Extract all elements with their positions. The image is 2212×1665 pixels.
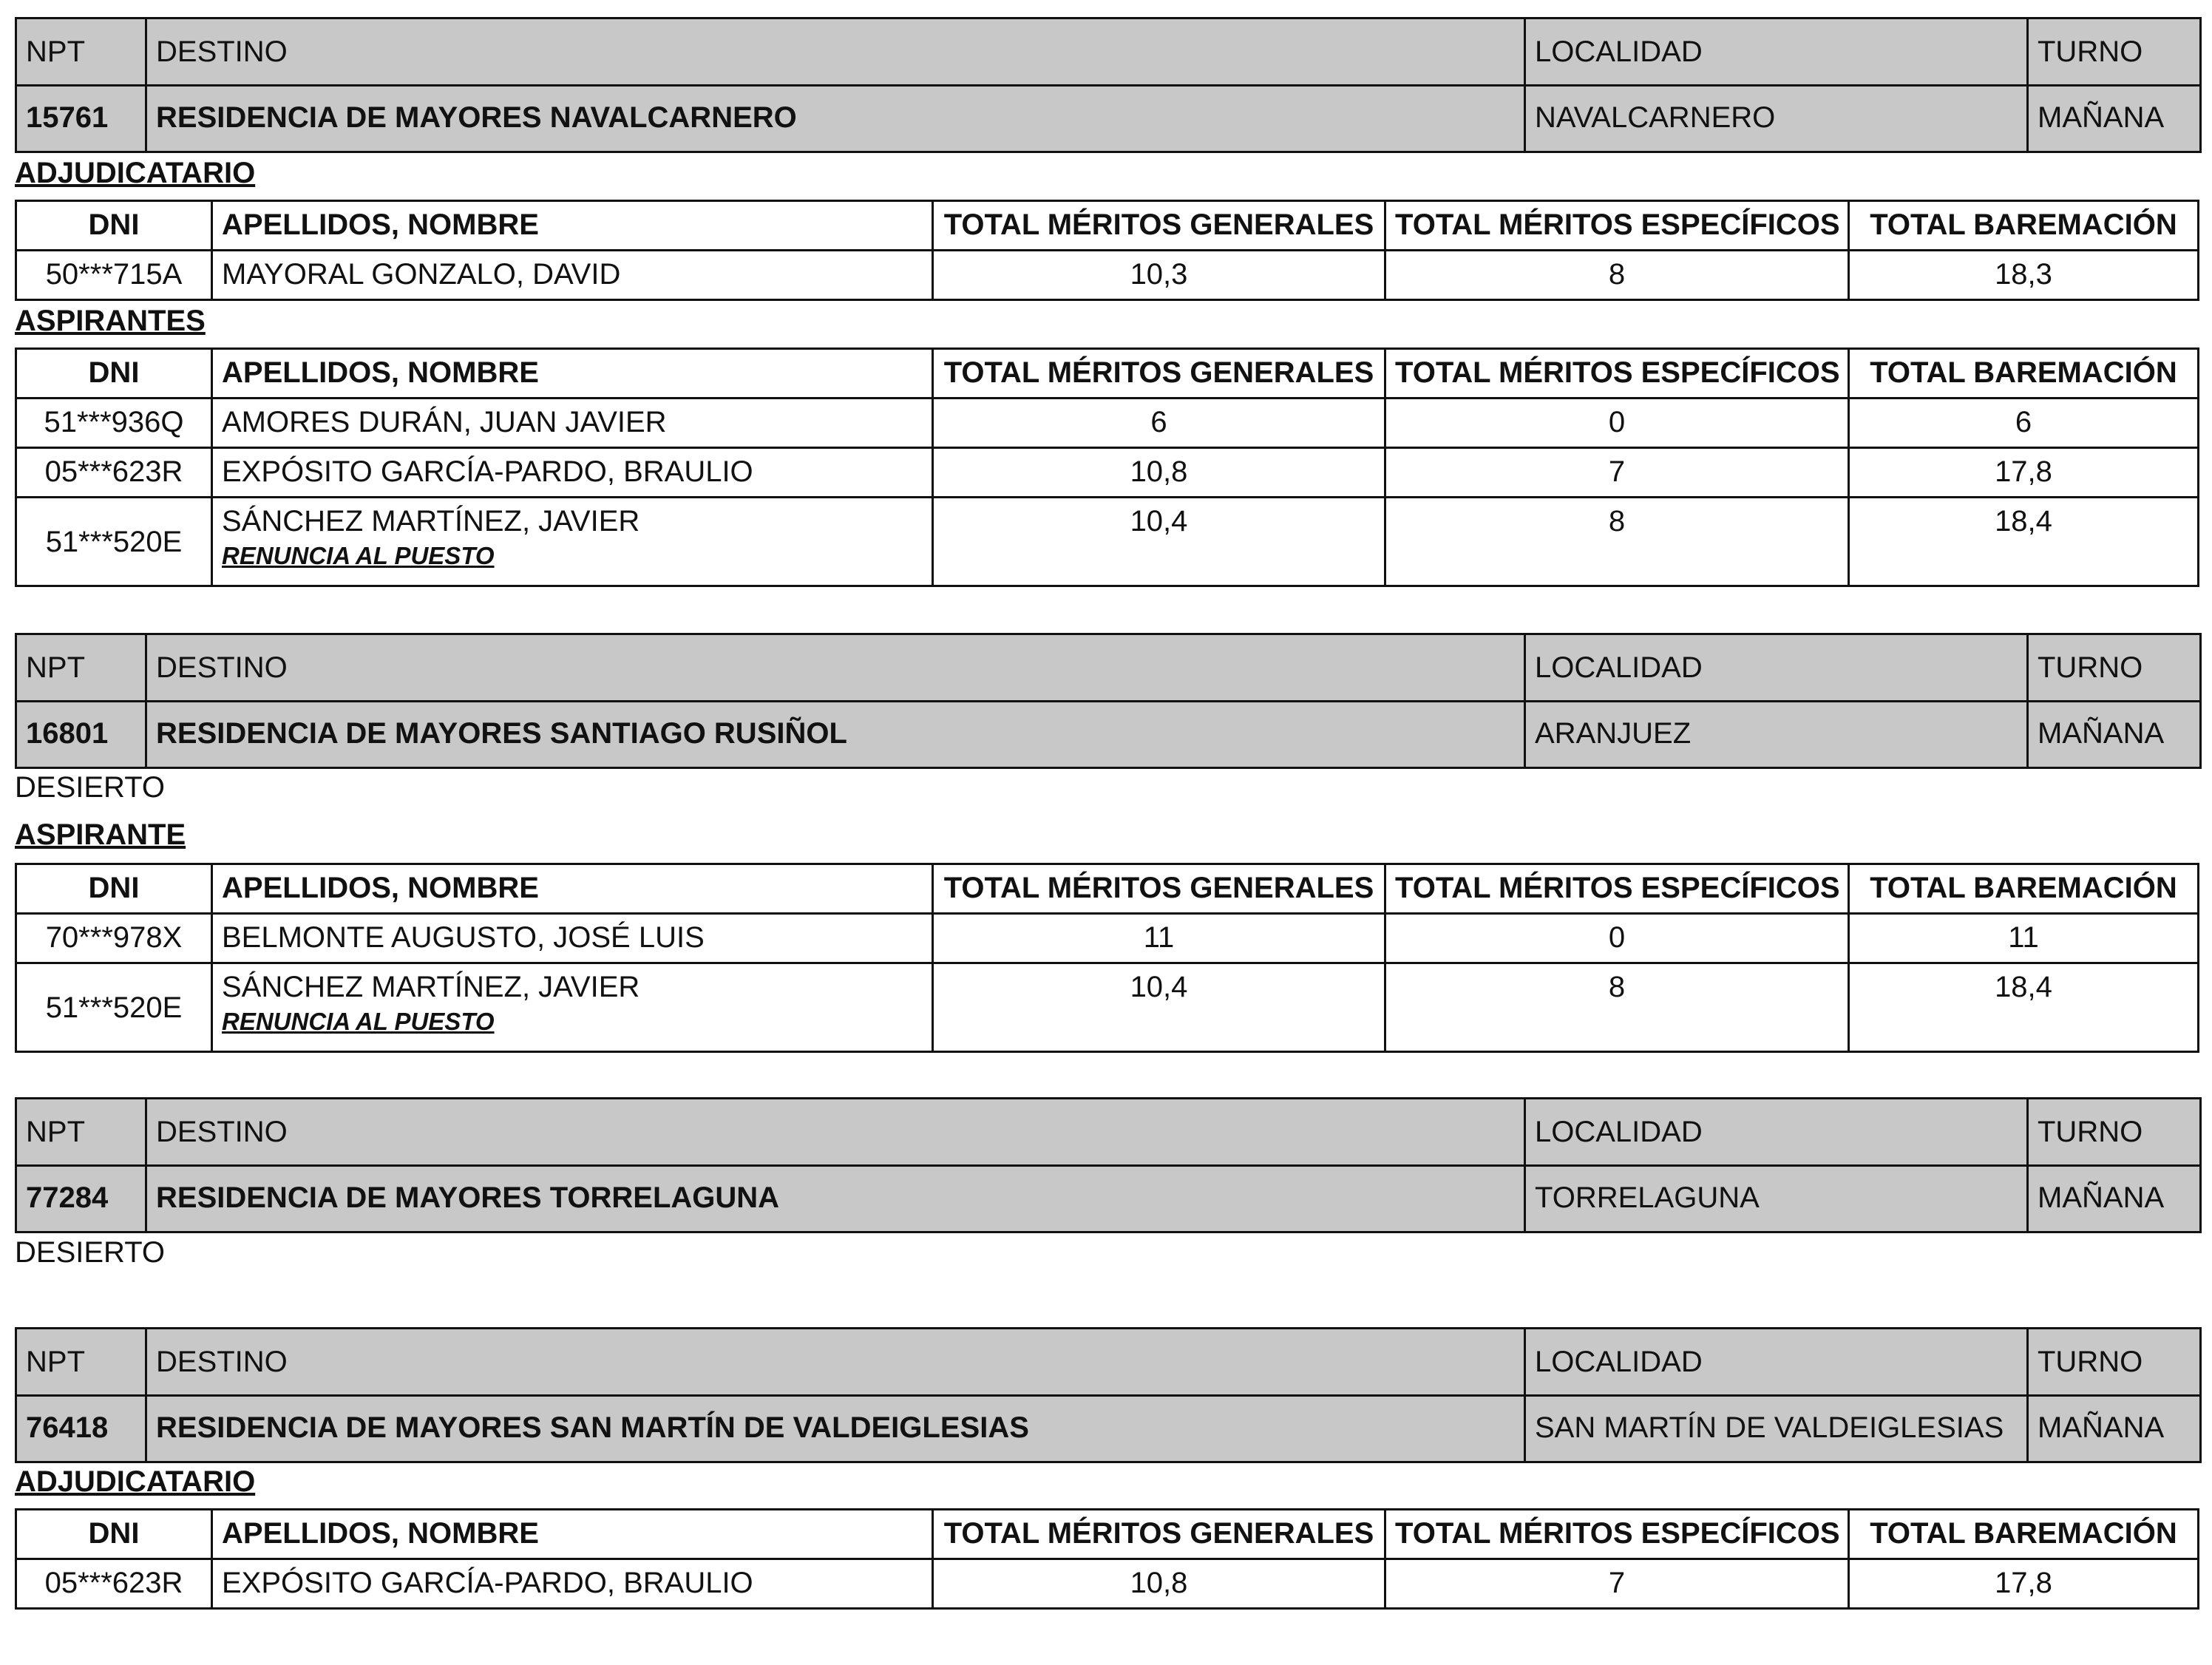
especificos-cell: 8 — [1385, 498, 1849, 586]
aspirantes-label: ASPIRANTES — [15, 305, 206, 337]
npt-value: 15761 — [26, 101, 109, 134]
generales-column-header: TOTAL MÉRITOS GENERALES — [933, 1510, 1385, 1559]
especificos-column-header: TOTAL MÉRITOS ESPECÍFICOS — [1385, 1510, 1849, 1559]
adjudicatario-label: ADJUDICATARIO — [15, 1465, 256, 1498]
turno-header: TURNO — [2038, 1116, 2143, 1148]
name-column-header: APELLIDOS, NOMBRE — [212, 349, 933, 399]
npt-header: NPT — [26, 651, 85, 684]
baremacion-cell: 18,3 — [1849, 251, 2199, 300]
table-row — [16, 914, 2199, 963]
especificos-cell: 7 — [1385, 1559, 1849, 1609]
aspirantes-table — [15, 863, 2199, 1053]
turno-value: MAÑANA — [2038, 101, 2165, 134]
localidad-value: NAVALCARNERO — [1535, 101, 1776, 134]
baremacion-cell: 11 — [1849, 914, 2199, 963]
dni-column-header: DNI — [16, 349, 212, 399]
generales-cell: 11 — [933, 914, 1385, 963]
npt-value: 77284 — [26, 1181, 109, 1214]
npt-header: NPT — [26, 35, 85, 68]
adjudicatario-table — [15, 1508, 2199, 1610]
dni-cell: 70***978X — [16, 914, 212, 963]
generales-column-header: TOTAL MÉRITOS GENERALES — [933, 201, 1385, 251]
localidad-value: TORRELAGUNA — [1535, 1181, 1760, 1214]
localidad-header: LOCALIDAD — [1535, 1116, 1703, 1148]
table-header-row — [16, 201, 2199, 251]
name-cell: BELMONTE AUGUSTO, JOSÉ LUIS — [212, 914, 933, 963]
name-column-header: APELLIDOS, NOMBRE — [212, 864, 933, 914]
baremacion-cell: 18,4 — [1849, 963, 2199, 1052]
generales-cell: 6 — [933, 399, 1385, 448]
dni-cell: 50***715A — [16, 251, 212, 300]
table-row — [16, 399, 2199, 448]
destino-value: RESIDENCIA DE MAYORES SAN MARTÍN DE VALDEIGLESIAS — [156, 1411, 1029, 1444]
dni-cell: 05***623R — [16, 448, 212, 498]
dni-column-header: DNI — [16, 1510, 212, 1559]
generales-column-header: TOTAL MÉRITOS GENERALES — [933, 349, 1385, 399]
dni-cell: 51***520E — [16, 963, 212, 1052]
turno-header: TURNO — [2038, 651, 2143, 684]
position-header — [15, 1097, 2202, 1233]
position-header — [15, 1327, 2202, 1463]
baremacion-column-header: TOTAL BAREMACIÓN — [1849, 1510, 2199, 1559]
table-row — [16, 963, 2199, 1052]
especificos-cell: 8 — [1385, 251, 1849, 300]
turno-value: MAÑANA — [2038, 1411, 2165, 1444]
desierto-text: DESIERTO — [15, 771, 166, 804]
destino-value: RESIDENCIA DE MAYORES NAVALCARNERO — [156, 101, 797, 134]
generales-cell: 10,3 — [933, 251, 1385, 300]
dni-column-header: DNI — [16, 201, 212, 251]
baremacion-cell: 17,8 — [1849, 448, 2199, 498]
name-cell: MAYORAL GONZALO, DAVID — [212, 251, 933, 300]
destino-header: DESTINO — [156, 35, 288, 68]
name-column-header: APELLIDOS, NOMBRE — [212, 1510, 933, 1559]
baremacion-cell: 6 — [1849, 399, 2199, 448]
especificos-cell: 0 — [1385, 399, 1849, 448]
turno-header: TURNO — [2038, 35, 2143, 68]
turno-header: TURNO — [2038, 1346, 2143, 1378]
adjudicatario-table — [15, 200, 2199, 301]
especificos-cell: 8 — [1385, 963, 1849, 1052]
npt-value: 16801 — [26, 717, 109, 750]
baremacion-column-header: TOTAL BAREMACIÓN — [1849, 864, 2199, 914]
dni-cell: 51***520E — [16, 498, 212, 586]
name-cell: EXPÓSITO GARCÍA-PARDO, BRAULIO — [212, 448, 933, 498]
npt-value: 76418 — [26, 1411, 109, 1444]
especificos-column-header: TOTAL MÉRITOS ESPECÍFICOS — [1385, 201, 1849, 251]
generales-cell: 10,8 — [933, 1559, 1385, 1609]
table-header-row — [16, 864, 2199, 914]
aspirante-label: ASPIRANTE — [15, 818, 186, 851]
adjudicatario-label: ADJUDICATARIO — [15, 157, 256, 189]
destino-header: DESTINO — [156, 1346, 288, 1378]
aspirantes-table — [15, 347, 2199, 587]
renuncia-note: RENUNCIA AL PUESTO — [222, 1008, 495, 1035]
especificos-column-header: TOTAL MÉRITOS ESPECÍFICOS — [1385, 864, 1849, 914]
position-header — [15, 633, 2202, 769]
dni-column-header: DNI — [16, 864, 212, 914]
localidad-header: LOCALIDAD — [1535, 651, 1703, 684]
generales-cell: 10,8 — [933, 448, 1385, 498]
name-cell: EXPÓSITO GARCÍA-PARDO, BRAULIO — [212, 1559, 933, 1609]
destino-value: RESIDENCIA DE MAYORES TORRELAGUNA — [156, 1181, 780, 1214]
table-header-row — [16, 1510, 2199, 1559]
baremacion-cell: 18,4 — [1849, 498, 2199, 586]
name-cell: AMORES DURÁN, JUAN JAVIER — [212, 399, 933, 448]
name-cell — [212, 498, 933, 586]
turno-value: MAÑANA — [2038, 1181, 2165, 1214]
generales-cell: 10,4 — [933, 963, 1385, 1052]
turno-value: MAÑANA — [2038, 717, 2165, 750]
npt-header: NPT — [26, 1116, 85, 1148]
dni-cell: 51***936Q — [16, 399, 212, 448]
table-row — [16, 251, 2199, 300]
table-row — [16, 1559, 2199, 1609]
localidad-header: LOCALIDAD — [1535, 1346, 1703, 1378]
table-row — [16, 448, 2199, 498]
localidad-header: LOCALIDAD — [1535, 35, 1703, 68]
table-header-row — [16, 349, 2199, 399]
generales-column-header: TOTAL MÉRITOS GENERALES — [933, 864, 1385, 914]
especificos-cell: 7 — [1385, 448, 1849, 498]
localidad-value: SAN MARTÍN DE VALDEIGLESIAS — [1535, 1411, 2004, 1444]
destino-value: RESIDENCIA DE MAYORES SANTIAGO RUSIÑOL — [156, 717, 847, 750]
generales-cell: 10,4 — [933, 498, 1385, 586]
name-cell — [212, 963, 933, 1052]
name-text: SÁNCHEZ MARTÍNEZ, JAVIER — [222, 505, 640, 538]
renuncia-note: RENUNCIA AL PUESTO — [222, 542, 495, 569]
baremacion-column-header: TOTAL BAREMACIÓN — [1849, 201, 2199, 251]
especificos-column-header: TOTAL MÉRITOS ESPECÍFICOS — [1385, 349, 1849, 399]
dni-cell: 05***623R — [16, 1559, 212, 1609]
especificos-cell: 0 — [1385, 914, 1849, 963]
localidad-value: ARANJUEZ — [1535, 717, 1692, 750]
name-text: SÁNCHEZ MARTÍNEZ, JAVIER — [222, 971, 640, 1003]
name-column-header: APELLIDOS, NOMBRE — [212, 201, 933, 251]
table-row — [16, 498, 2199, 586]
position-header — [15, 17, 2202, 153]
npt-header: NPT — [26, 1346, 85, 1378]
baremacion-cell: 17,8 — [1849, 1559, 2199, 1609]
baremacion-column-header: TOTAL BAREMACIÓN — [1849, 349, 2199, 399]
destino-header: DESTINO — [156, 651, 288, 684]
destino-header: DESTINO — [156, 1116, 288, 1148]
desierto-text: DESIERTO — [15, 1236, 166, 1269]
